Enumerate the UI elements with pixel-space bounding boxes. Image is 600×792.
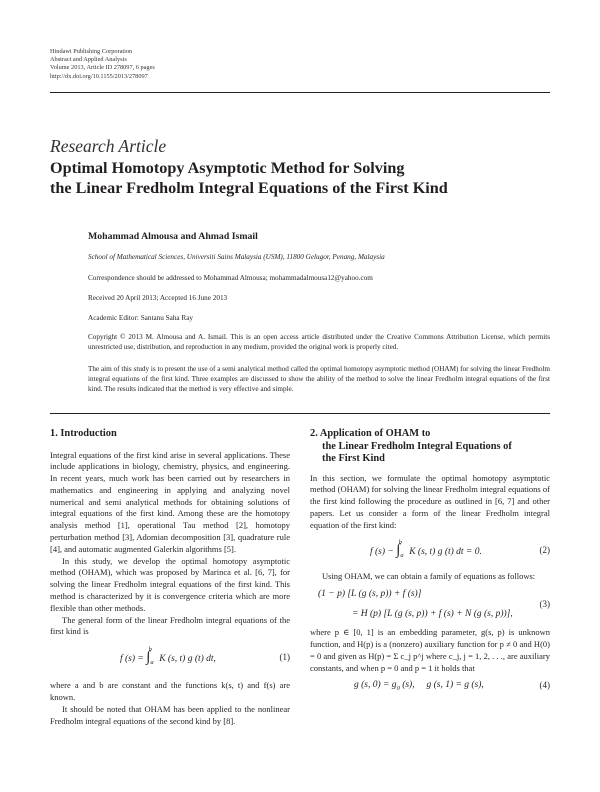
intro-paragraph-4: where a and b are constant and the functions k(s, t) and f(s) are known. — [50, 680, 290, 703]
equation-3-number: (3) — [539, 599, 550, 610]
equation-1-body: f $(s) = \int_a^b$ K (s, t) g (t) dt, — [120, 646, 216, 667]
received-dates: Received 20 April 2013; Accepted 16 June 2013 — [88, 294, 228, 302]
equation-3-line-2: = H (p) [L (g (s, p)) + f (s) + N (g (s, p))], — [352, 609, 513, 620]
header-rule — [50, 92, 550, 93]
publisher: Hindawi Publishing Corporation — [50, 48, 133, 55]
right-column — [310, 428, 550, 696]
equation-3 — [310, 583, 550, 627]
equation-2-body: f $(s) - \int_a^b$ K (s, t) g (t) dt = 0. — [370, 539, 482, 560]
equation-4-number: (4) — [539, 680, 550, 691]
section-2-heading-line-3: the First Kind — [322, 453, 385, 464]
equation-2 — [310, 531, 550, 571]
equation-1-number: (1) — [279, 652, 290, 663]
article-title — [50, 158, 550, 198]
equation-1 — [50, 638, 290, 680]
section-2-heading-line-1: 2. Application of OHAM to — [310, 428, 431, 439]
authors: Mohammad Almousa and Ahmad Ismail — [88, 231, 258, 242]
title-line-2: the Linear Fredholm Integral Equations of the First Kind — [50, 179, 448, 197]
volume-info: Volume 2013, Article ID 278097, 6 pages — [50, 64, 155, 72]
equation-4-body: g (s, $0) = g_0$ (s), g (s, 1) = g (s), — [354, 680, 484, 693]
section-2-heading — [310, 428, 550, 466]
section-2-paragraph-2: Using OHAM, we can obtain a family of equations as follows: — [322, 571, 536, 582]
equation-3-line-1: (1 − p) [L (g (s, p)) + f (s)] — [318, 589, 422, 600]
section-2-heading-line-2: the Linear Fredholm Integral Equations of — [322, 440, 512, 452]
intro-paragraph-2: In this study, we develop the optimal homotopy asymptotic method (OHAM), which was proposed by Marinca et al. [6, 7], for solving the linear Fredholm integral equations of the first kind. This method is characterized by it is convergence criteria which are more flexible than other methods. — [50, 555, 290, 613]
intro-paragraph-3: The general form of the linear Fredholm integral equations of the first kind is — [50, 614, 290, 637]
section-2-paragraph-1: In this section, we formulate the optimal homotopy asymptotic method (OHAM) for solving the linear Fredholm integral equations of the first kind following the procedure as outlined in [6, 7] and other papers. Let us consider a form of the linear Fredholm integral equation of the first kind: — [310, 472, 550, 530]
title-line-1: Optimal Homotopy Asymptotic Method for Solving — [50, 159, 405, 177]
section-2-paragraph-3: where p ∈ [0, 1] is an embedding parameter, g(s, p) is unknown function, and H(p) is a (nonzero) auxiliary function for p ≠ 0 and H(0) = 0 and given as H(p) = Σ c_j p^j where c_j, j = 1, 2, . . ., are auxiliary constants, and when p = 0 and p = 1 it holds that — [310, 627, 550, 673]
intro-paragraph-5: It should be noted that OHAM has been applied to the nonlinear Fredholm integral equations of the second kind by [8]. — [50, 703, 290, 726]
section-1-heading: 1. Introduction — [50, 428, 117, 439]
abstract: The aim of this study is to present the use of a semi analytical method called the optimal homotopy asymptotic method (OHAM) for solving the linear Fredholm integral equations of the first kind. Three examples are discussed to show the ability of the method to solve the linear Fredholm integral equations of the first kind. The results indicated that the method is very effective and simple. — [88, 365, 550, 393]
left-column — [50, 428, 290, 727]
academic-editor: Academic Editor: Santanu Saha Ray — [88, 314, 193, 322]
journal-name: Abstract and Applied Analysis — [50, 56, 127, 64]
journal-header — [50, 48, 155, 81]
copyright-notice: Copyright © 2013 M. Almousa and A. Ismail. This is an open access article distributed under the Creative Commons Attribution License, which permits unrestricted use, distribution, and reproduction in any medium, provided the original work is properly cited. — [88, 333, 550, 351]
article-type: Research Article — [50, 136, 167, 156]
equation-2-number: (2) — [539, 545, 550, 556]
abstract-rule — [50, 413, 550, 414]
doi-link[interactable]: http://dx.doi.org/10.1155/2013/278097 — [50, 72, 148, 80]
correspondence[interactable]: Correspondence should be addressed to Mohammad Almousa; mohammadalmousa12@yahoo.com — [88, 274, 373, 282]
equation-4 — [310, 674, 550, 696]
intro-paragraph-1: Integral equations of the first kind arise in several applications. These include applications in biology, chemistry, physics, and engineering. In recent years, much work has been carried out by researchers in mathematics and engineering in applying and analyzing novel numerical and semi analytical methods for obtaining solutions of integral equations of the first kind. Among these are the homotopy analysis method [1], operational Tau method [2], homotopy perturbation method [3], Adomian decomposition [3], quadrature rule [4], and automatic augmented Galerkin algorithms [5]. — [50, 449, 290, 554]
affiliation: School of Mathematical Sciences, Universiti Sains Malaysia (USM), 11800 Gelugor, Penang, Malaysia — [88, 253, 385, 261]
